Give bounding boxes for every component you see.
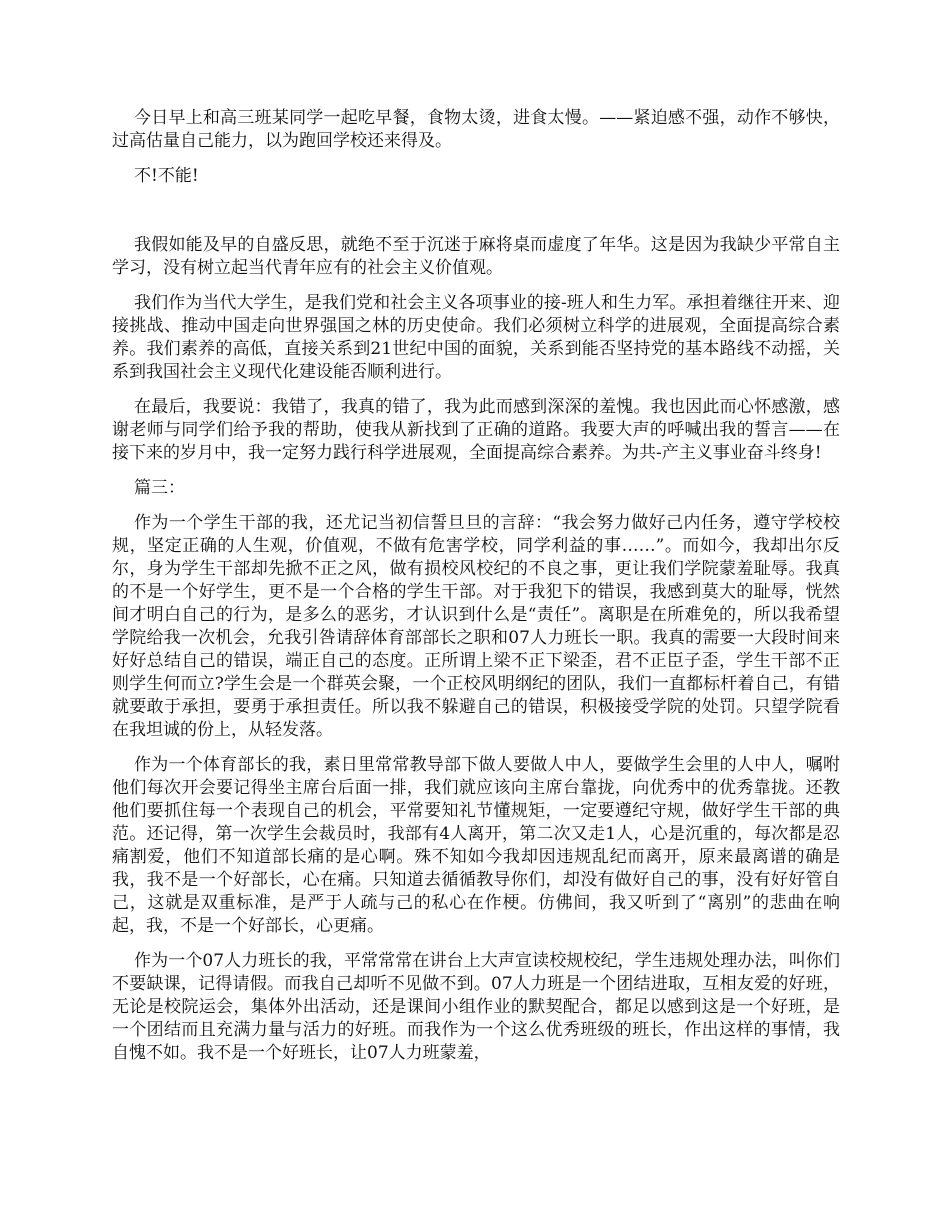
paragraph-reflection: 我假如能及早的自盛反思，就绝不至于沉迷于麻将桌而虚度了年华。这是因为我缺少平常自主学习，没有树立起当代青年应有的社会主义价值观。: [112, 235, 840, 278]
paragraph-sports-minister: 作为一个体育部长的我，素日里常常教导部下做人要做人中人，要做学生会里的人中人，嘱咐他们每次开会要记得坐主席台后面一排，我们就应该向主席台靠拢，向优秀中的优秀靠拢。还教他们要抓住每一个表现自己的机会，平常要知礼节懂规矩，一定要遵纪守规，做好学生干部的典范。还记得，第一次学生会裁员时，我部有4人离开，第二次又走1人，心是沉重的，每次都是忍痛割爱，他们不知道部长痛的是心啊。殊不知如今我却因违规乱纪而离开，原来最离谱的确是我，我不是一个好部长，心在痛。只知道去循循教导你们，却没有做好自己的事，没有好好管自己，这就是双重标准，是严于人疏与己的私心在作梗。仿佛间，我又听到了“离别”的悲曲在响起，我，不是一个好部长，心更痛。: [112, 755, 840, 936]
paragraph-students-mission: 我们作为当代大学生，是我们党和社会主义各项事业的接-班人和生力军。承担着继往开来、迎接挑战、推动中国走向世界强国之林的历史使命。我们必须树立科学的进展观，全面提高综合素养。我们素养的高低，直接关系到21世纪中国的面貌，关系到能否坚持党的基本路线不动摇，关系到我国社会主义现代化建设能否顺利进行。: [112, 293, 840, 382]
paragraph-class-monitor: 作为一个07人力班长的我，平常常常在讲台上大声宣读校规校纪，学生违规处理办法，叫你们不要缺课，记得请假。而我自己却听不见做不到。07人力班是一个团结进取，互相友爱的好班，无论是校院运会，集体外出活动，还是课间小组作业的默契配合，都足以感到这是一个好班，是一个团结而且充满力量与活力的好班。而我作为一个这么优秀班级的班长，作出这样的事情，我自愧不如。我不是一个好班长，让07人力班蒙羞，: [112, 951, 840, 1063]
paragraph-conclusion: 在最后，我要说：我错了，我真的错了，我为此而感到深深的羞愧。我也因此而心怀感激，感谢老师与同学们给予我的帮助，使我从新找到了正确的道路。我要大声的呼喊出我的誓言——在接下来的岁月中，我一定努力践行科学进展观，全面提高综合素养。为共-产主义事业奋斗终身!: [112, 397, 840, 463]
paragraph-exclamation: 不!不能!: [134, 166, 199, 186]
document-body: [112, 107, 840, 1077]
paragraph-student-cadre: 作为一个学生干部的我，还尤记当初信誓旦旦的言辞：“我会努力做好己内任务，遵守学校校规，坚定正确的人生观，价值观，不做有危害学校，同学利益的事……”。而如今，我却出尔反尔，身为学生干部却先掀不正之风，做有损校风校纪的不良之事，更让我们学院蒙羞耻辱。我真的不是一个好学生，更不是一个合格的学生干部。对于我犯下的错误，我感到莫大的耻辱，恍然间才明白自己的行为，是多么的恶劣，才认识到什么是“责任”。离职是在所难免的，所以我希望学院给我一次机会，允我引咎请辞体育部部长之职和07人力班长一职。我真的需要一大段时间来好好总结自己的错误，端正自己的态度。正所谓上梁不正下梁歪，君不正臣子歪，学生干部不正则学生何而立?学生会是一个群英会聚，一个正校风明纲纪的团队，我们一直都标杆着自己，有错就要敢于承担，要勇于承担责任。所以我不躲避自己的错误，积极接受学院的处罚。只望学院看在我坦诚的份上，从轻发落。: [112, 513, 840, 740]
blank-gap: [112, 200, 840, 234]
paragraph-breakfast: 今日早上和高三班某同学一起吃早餐，食物太烫，进食太慢。——紧迫感不强，动作不够快，过高估量自己能力，以为跑回学校还来得及。: [112, 108, 840, 151]
section-heading: 篇三：: [134, 478, 185, 498]
